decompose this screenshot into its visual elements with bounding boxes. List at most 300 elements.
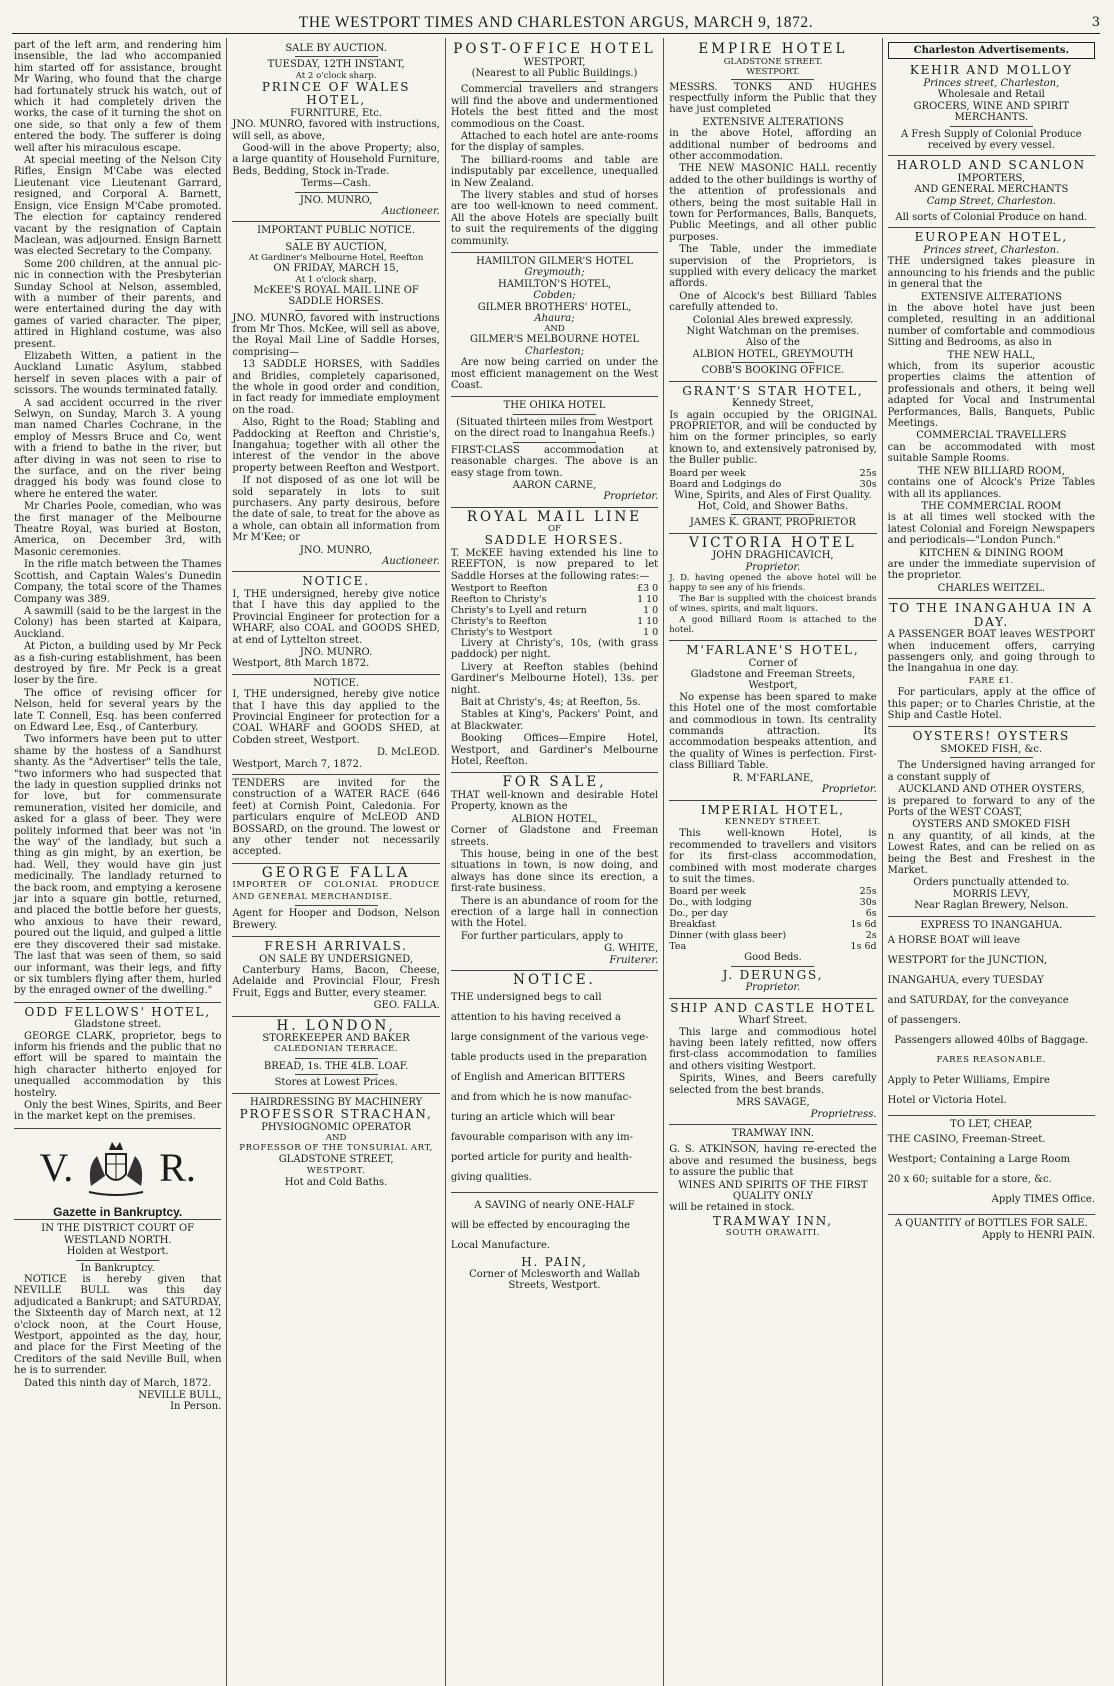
ad-body: A Fresh Supply of Colonial Produce received by every vessel.	[901, 128, 1082, 151]
ad-tramway-inn	[669, 1125, 876, 1244]
ad-oddfellows-hotel	[14, 1002, 221, 1129]
signature: GEO. FALLA.	[373, 1000, 440, 1012]
news-paragraph: part of the left arm, and rendering him insensible, the lad who accompanied him started off for assistance, brought Mr Waring, who found that the charge had fortunately struck his watch, out of which it had completely driven the works, the case of it turning the shot on one side, so that only a few of them entered the body. The sufferer is doing well after his miraculous escape.	[14, 40, 222, 154]
gazette-title: Gazette in Bankruptcy.	[53, 1204, 183, 1219]
ad-subtitle: SMOKED FISH, &c.	[940, 743, 1043, 755]
ad-tenders	[232, 775, 439, 864]
ad-body: Livery at Christy's, 10s, (with grass paddock) per night.	[450, 637, 659, 661]
ad-town: WESTPORT.	[306, 1165, 366, 1176]
sale-items: FURNITURE, Etc.	[290, 107, 383, 119]
ad-address: Corner of Mclesworth and Wallab	[469, 1269, 640, 1280]
column-1	[12, 38, 226, 1686]
ad-line: of English and American BITTERS	[450, 1071, 626, 1083]
crest-v: V.	[39, 1145, 74, 1191]
ad-subtitle: STOREKEEPER AND BAKER	[262, 1033, 410, 1045]
signature: CHARLES WEITZEL.	[937, 582, 1045, 594]
ad-body: Orders punctually attended to.	[913, 877, 1070, 889]
ad-line: THE CASINO, Freeman-Street.	[887, 1134, 1046, 1146]
ad-body: No expense has been spared to make this Hotel one of the most comfortable and commodious in town. Its centrality commands attraction. Its accommodation bespeaks attention, and the quality of Wines is perfection. First-class Billiard Table.	[669, 691, 877, 772]
ad-gilmer-hotels	[451, 253, 658, 397]
ad-line: Passengers allowed 40lbs of Baggage.	[894, 1035, 1089, 1046]
ad-sale-by-auction	[232, 40, 439, 222]
ad-body: Night Watchman on the premises.	[686, 326, 860, 338]
hotel-town: Greymouth;	[524, 267, 585, 279]
ad-line: attention to his having received a	[450, 1011, 621, 1023]
ad-empire-hotel	[669, 40, 876, 382]
ad-notice-wharf	[232, 572, 439, 674]
ad-title: EMPIRE HOTEL	[698, 41, 848, 57]
rate-row	[669, 941, 876, 952]
ad-address: Near Raglan Brewery, Nelson.	[914, 900, 1069, 912]
rate-route: Westport to Reefton	[450, 582, 548, 594]
ad-body: The Undersigned having arranged for a constant supply of	[887, 760, 1096, 783]
ad-title: EUROPEAN HOTEL,	[914, 230, 1069, 245]
column-4	[663, 38, 881, 1686]
ad-address: Gladstone and Freeman Streets,	[690, 669, 856, 681]
rate-row	[451, 583, 658, 594]
ad-address: Streets, Westport.	[508, 1280, 601, 1292]
ad-title: GRANT'S STAR HOTEL,	[682, 383, 864, 398]
ad-subtitle: IMPORTER OF COLONIAL PRODUCE AND GENERAL MERCHANDISE.	[232, 880, 440, 902]
sale-date: ON FRIDAY, MARCH 15,	[273, 263, 399, 275]
rate-row	[669, 886, 876, 897]
ad-title: NOTICE.	[302, 574, 370, 589]
rate-row	[669, 897, 876, 908]
ad-title: FOR SALE,	[502, 774, 607, 791]
ad-body: One of Alcock's best Billiard Tables carefully attended to.	[669, 290, 877, 314]
ad-body: Commercial travellers and strangers will find the above and undermentioned Hotels the best fitted and the most commodious on the Coast.	[450, 84, 659, 130]
ad-ship-and-castle-hotel	[669, 999, 876, 1125]
news-paragraph: In the rifle match between the Thames Scottish, and Captain Wales's Dunedin Company, the total score of the Thames Company was 389.	[14, 559, 222, 605]
ad-body: in the above hotel have just been completed, resulting in an additional number of comfortable and commodious Sitting and Bedrooms, as also in	[887, 303, 1096, 349]
ad-body: Wine, Spirits, and Ales of First Quality.	[674, 489, 872, 501]
ad-bitters-notice	[451, 971, 658, 1193]
ad-body: T. McKEE having extended his line to REEFTON, is now prepared to let Saddle Horses at the following rates:—	[450, 547, 659, 582]
sale-time: At 2 o'clock sharp.	[295, 70, 377, 81]
signature: G. WHITE,	[604, 943, 659, 955]
ad-body: THE undersigned takes pleasure in announcing to his friends and the public in general that the	[887, 256, 1096, 291]
ad-body: will be retained in stock.	[669, 1202, 795, 1214]
ad-line: THE undersigned begs to call	[450, 991, 602, 1003]
rate-price: 1 10	[637, 615, 659, 627]
ad-line: A SAVING of nearly ONE-HALF	[474, 1199, 635, 1211]
ad-ohika-hotel	[451, 397, 658, 507]
ad-subtitle: Wholesale and Retail	[937, 89, 1045, 101]
rate-item: Board per week	[669, 467, 746, 479]
ad-fare: FARE £1.	[968, 675, 1015, 686]
ad-title: IMPORTANT PUBLIC NOTICE.	[257, 225, 416, 237]
rate-row	[669, 930, 876, 941]
ad-title: NOTICE.	[313, 677, 359, 689]
hotel-name: GILMER'S MELBOURNE HOTEL	[469, 334, 640, 346]
rate-item: Board per week	[669, 886, 746, 898]
notice-body: NOTICE is hereby given that NEVILLE BULL was this day adjudicated a Bankrupt; and SATURDAY, the Sixteenth day of March next, at 12 o'clock noon, at the Court House, Westport, appointed as the day, hour, and place for the First Meeting of the Creditors of the said Neville Bull, when he is to surrender.	[14, 1273, 222, 1377]
signature: MRS SAVAGE,	[736, 1097, 810, 1109]
ad-address: CALEDONIAN TERRACE.	[274, 1044, 399, 1055]
ad-the-casino	[888, 1116, 1095, 1215]
ad-line: Apply to HENRI PAIN.	[982, 1229, 1096, 1241]
ad-offer: Stores at Lowest Prices.	[274, 1077, 398, 1089]
rates-table	[669, 468, 876, 490]
ad-body: in the above Hotel, affording an additional number of bedrooms and other accommodation.	[669, 128, 877, 162]
rate-row	[669, 468, 876, 479]
ad-body: MESSRS. TONKS AND HUGHES respectfully inform the Public that they have just completed	[669, 81, 877, 116]
signature: JAMES K. GRANT, PROPRIETOR	[689, 517, 856, 529]
page-number: 3	[1091, 15, 1100, 30]
ad-address: GLADSTONE STREET,	[278, 1154, 394, 1166]
ad-victoria-hotel	[669, 534, 876, 641]
hotel-name: HAMILTON GILMER'S HOTEL	[476, 256, 633, 267]
sale-location: At Gardiner's Melbourne Hotel, Reefton	[248, 253, 424, 264]
ad-body: which, from its superior acoustic properties claims the attention of professionals and others, it being well adapted for Vocal and Instrumental Performances, Balls, Banquets, Public Meetings.	[887, 361, 1096, 430]
ad-line: 20 x 60; suitable for a store, &c.	[887, 1174, 1052, 1186]
ad-subtitle: GROCERS, WINE AND SPIRIT MERCHANTS.	[913, 100, 1069, 124]
rate-price: 25s	[859, 886, 877, 898]
ad-title: M'FARLANE'S HOTEL,	[686, 643, 860, 658]
news-paragraph: Some 200 children, at the annual pic-nic in connection with the Presbyterian Sunday School at Nelson, assembled, with a number of their parents, and were entertained during the day with games of varied character. The piper, attired in Highland costume, was also present.	[14, 258, 222, 350]
ad-line: of passengers.	[887, 1015, 961, 1026]
rate-row	[451, 605, 658, 616]
ad-line: large consignment of the various vege-	[450, 1031, 649, 1043]
rate-item: Tea	[669, 941, 687, 953]
ad-kehir-and-molloy	[888, 61, 1095, 156]
ad-line: A HORSE BOAT will leave	[887, 935, 1021, 946]
rate-price: 25s	[859, 467, 877, 479]
ad-line: turing an article which will bear	[450, 1111, 615, 1123]
ad-body: For particulars, apply at the office of this paper; or to Charles Christie, at the Ship and Castle Hotel.	[887, 687, 1096, 721]
signature: R. M'FARLANE,	[732, 772, 814, 784]
signature: MORRIS LEVY,	[952, 888, 1030, 900]
ad-george-falla	[232, 864, 439, 937]
sale-terms: Terms—Cash.	[301, 178, 371, 190]
signature: JNO. MUNRO.	[299, 646, 373, 658]
columns	[12, 38, 1100, 1686]
rate-route: Christy's to Lyell and return	[450, 604, 587, 616]
ad-heading: WINES AND SPIRITS OF THE FIRST QUALITY ONLY	[678, 1179, 868, 1202]
rate-price: 1 0	[643, 604, 659, 616]
ad-body: JNO. MUNRO, favored with instructions, will sell, as above,	[232, 119, 440, 142]
signature-title: Fruiterer.	[609, 954, 659, 966]
ad-line: ported article for purity and health-	[450, 1151, 633, 1163]
ad-royal-mail-line	[451, 508, 658, 774]
ad-line: INANGAHUA, every TUESDAY	[887, 975, 1044, 986]
ad-express-to-inangahua	[888, 917, 1095, 1116]
ad-body: Good-will in the above Property; also, a large quantity of Household Furniture, Beds, Bedding, Stock in-Trade.	[232, 143, 440, 177]
ad-body: Is again occupied by the ORIGINAL PROPRIETOR, and will be conducted by him on the former principles, so early known to, and extensively patronised by, the Buller public.	[669, 409, 877, 467]
crest-r: R.	[159, 1145, 196, 1191]
rate-price: 1s 6d	[850, 919, 877, 931]
ad-line: Apply TIMES Office.	[991, 1194, 1096, 1206]
ad-heading: THE NEW BILLIARD ROOM,	[917, 465, 1065, 477]
rate-row	[451, 627, 658, 638]
ad-subtitle: IMPORTERS,	[957, 172, 1026, 184]
ad-body: 13 SADDLE HORSES, with Saddles and Bridles, completely caparisoned, the whole in good order and condition, in fact ready for immediate employment on the road.	[232, 359, 440, 416]
ad-body: This large and commodious hotel having been lately refitted, now offers first-class accommodation to families and others visiting Westport.	[669, 1026, 877, 1072]
ad-address: Princes street, Charleston,	[923, 77, 1060, 89]
ad-title: KEHIR AND MOLLOY	[909, 63, 1073, 78]
ad-title: PROFESSOR STRACHAN,	[239, 1107, 433, 1122]
ad-body: Are now being carried on under the most efficient management on the West Coast.	[450, 357, 659, 392]
ad-european-hotel	[888, 228, 1095, 599]
ad-body: For further particulars, apply to	[460, 930, 624, 942]
ad-line: Local Manufacture.	[450, 1239, 551, 1251]
ad-body: JNO. MUNRO, favored with instructions from Mr Thos. McKee, will sell as above, the Royal Mail Line of Saddle Horses, comprising—	[232, 312, 440, 358]
rate-route: Reefton to Christy's	[450, 593, 547, 605]
ad-body: is at all times well stocked with the latest Colonial and Foreign Newspapers and periodicals—"London Punch."	[887, 512, 1096, 547]
in-bankruptcy: In Bankruptcy.	[80, 1262, 155, 1274]
ad-subtitle: Gladstone street.	[74, 1019, 162, 1031]
ad-oysters	[888, 727, 1095, 916]
ad-bankruptcy-notice	[14, 1219, 221, 1417]
rate-item: Do., with lodging	[669, 897, 752, 909]
ad-body: G. S. ATKINSON, having re-erected the above and resumed the business, begs to assure the public that	[669, 1144, 877, 1179]
rate-item: Do., per day	[669, 908, 728, 920]
ad-body: n any quantity, of all kinds, at the Lowest Rates, and can be relied on as being the Best and Freshest in the Market.	[887, 830, 1096, 876]
column-2	[226, 38, 444, 1686]
ad-heading: THE COMMERCIAL ROOM	[921, 500, 1062, 512]
ad-body: Attached to each hotel are ante-rooms for the display of samples.	[450, 130, 659, 154]
rate-item: Dinner (with glass beer)	[669, 930, 787, 942]
rate-row	[669, 479, 876, 490]
ad-title: HAROLD AND SCANLON	[896, 158, 1086, 173]
ad-heading: EXTENSIVE ALTERATIONS	[920, 291, 1062, 303]
ad-joiner: AND	[544, 324, 565, 335]
ad-title: H. LONDON,	[276, 1017, 396, 1034]
news-paragraph: A sad accident occurred in the river Selwyn, on Sunday, March 3. A young man named Charles Cochrane, in the employ of Messrs Bruce and Co, went with a friend to bathe in the river, but after diving in was not seen to rise to the surface, and on the river being dragged his body was found close to where he entered the water.	[14, 397, 222, 500]
ad-title: TO LET, CHEAP,	[950, 1119, 1033, 1130]
ad-heading: AUCKLAND AND OTHER OYSTERS,	[898, 784, 1085, 796]
ad-address: Corner of	[748, 657, 798, 669]
signature-title: Proprietress.	[810, 1108, 877, 1120]
ad-heading: COMMERCIAL TRAVELLERS	[916, 430, 1067, 442]
signature-title: Auctioneer.	[382, 556, 440, 568]
ad-offer: Hot and Cold Baths.	[284, 1177, 388, 1189]
ad-body: GEORGE CLARK, proprietor, begs to inform his friends and the public that no effort will be spared to maintain the high character hitherto enjoyed for unequalled accommodation by this hostelry.	[14, 1030, 222, 1099]
ad-line: WESTPORT for the JUNCTION,	[887, 955, 1048, 966]
ad-title: FRESH ARRIVALS.	[264, 939, 408, 953]
notice-date: Dated this ninth day of March, 1872.	[24, 1377, 212, 1389]
ad-line: Hotel or Victoria Hotel.	[887, 1095, 1007, 1106]
rate-row	[669, 919, 876, 930]
ad-post-office-hotel	[451, 40, 658, 253]
ad-subtitle: PHYSIOGNOMIC OPERATOR	[261, 1121, 412, 1133]
ad-line: table products used in the preparation	[450, 1051, 647, 1063]
royal-crest	[14, 1131, 221, 1205]
ad-offer: BREAD, 1s. THE 4LB. LOAF.	[263, 1060, 409, 1072]
signature: J. DERUNGS,	[722, 967, 824, 982]
ad-line: will be effected by encouraging the	[450, 1219, 631, 1231]
ad-body: Agent for Hooper and Dodson, Nelson Brewery.	[232, 908, 440, 931]
ad-title: NOTICE.	[513, 972, 596, 988]
ad-title: TRAMWAY INN.	[731, 1127, 814, 1139]
ad-line: Apply to Peter Williams, Empire	[887, 1075, 1050, 1086]
ad-body: TENDERS are invited for the construction of a WATER RACE (646 feet) at Cornish Point, Caledonia. For particulars enquire of McLEOD AND BOSSARD, on the ground. The lowest or any other tender not necessarily accepted.	[232, 778, 440, 858]
ad-subtitle: AND GENERAL MERCHANTS	[914, 184, 1069, 196]
ad-title: TO THE INANGAHUA IN A DAY.	[889, 601, 1094, 629]
ad-body: Booking Offices—Empire Hotel, Westport, and Gardiner's Melbourne Hotel, Reefton.	[450, 733, 659, 767]
ad-for-sale-albion	[451, 773, 658, 971]
ad-grants-star-hotel	[669, 382, 876, 534]
rate-price: 30s	[859, 478, 877, 490]
rate-price: 1 0	[643, 626, 659, 638]
ad-title: POST-OFFICE HOTEL	[453, 41, 656, 57]
court-location: Holden at Westport.	[66, 1246, 169, 1258]
hotel-town: Ahaura;	[534, 313, 575, 325]
masthead	[12, 12, 1100, 34]
ad-body: Livery at Reefton stables (behind Gardiner's Melbourne Hotel), 13s. per night.	[450, 661, 659, 696]
ad-line: and from which he is now manufac-	[450, 1091, 632, 1103]
masthead-title: THE WESTPORT TIMES AND CHARLESTON ARGUS, MARCH 9, 1872.	[298, 13, 814, 31]
signature: D. McLEOD.	[376, 747, 440, 759]
signature-title: Auctioneer.	[382, 206, 440, 218]
news-paragraph: Mr Charles Poole, comedian, who was the first manager of the Melbourne Theatre Royal, was buried at Boston, America, on December 3rd, with Masonic ceremonies.	[14, 501, 222, 558]
ad-body: If not disposed of as one lot will be sold separately in lots to suit purchasers. Any party desirous, before the date of sale, to treat for the above as a whole, can obtain all information from Mr M'Kee; or	[232, 475, 440, 544]
ad-heading: EXTENSIVE ALTERATIONS	[702, 116, 844, 128]
ad-body: There is an abundance of room for the erection of a large hall in connection with the Hotel.	[450, 895, 659, 930]
rates-table	[451, 583, 658, 638]
ad-body: The Bar is supplied with the choicest brands of wines, spirits, and malt liquors.	[669, 594, 877, 615]
ad-body: Corner of Gladstone and Freeman streets.	[450, 825, 659, 848]
proprietor-name: JOHN DRAGHICAVICH,	[712, 550, 834, 562]
hotel-town: Cobden;	[533, 290, 576, 302]
news-paragraph: Two informers have been put to utter shame by the hostess of a Sandhurst shanty. As the "Advertiser" tells the tale, "two informers who had suspected that the lady in question supplied drinks not for love, but for commensurate remuneration, visited her domicile, and asked for a glass of beer. They were politely informed that beer was not 'in the way' of the landlady, but such a thing as gin might, by an exertion, be had. Well, they would have gin just medicinally. The landlady returned to the back room, and emptying a kerosene jar into a square gin bottle, returned, and placed the bottle before her guests, who anxious to have their reward, poured out the liquid, and gulped a little ere they discovered their sad mistake. The last that was seen of them, so said our informant, was their legs, and fifty or six tumblers flying after them, hurled by the enraged owner of the dwelling."	[14, 734, 222, 997]
signature: AARON CARNE,	[512, 479, 597, 491]
news-paragraph: Elizabeth Witten, a patient in the Auckland Lunatic Asylum, stabbed herself in seven places with a pair of scissors. The wounds terminated fatally.	[14, 350, 222, 397]
news-paragraph: At Picton, a building used by Mr Peck as a fish-curing establishment, has been destroyed by fire. Mr Peck is a great loser by the fire.	[14, 641, 222, 687]
ad-body: Only the best Wines, Spirits, and Beer in the market kept on the premises.	[14, 1100, 222, 1123]
notice-date: Westport, 8th March 1872.	[232, 658, 370, 670]
rate-item: Board and Lodgings do	[669, 478, 782, 490]
ad-body: All sorts of Colonial Produce on hand.	[895, 212, 1088, 224]
rate-price: 2s	[865, 930, 877, 942]
rate-price: £3 0	[637, 582, 659, 594]
ad-title: OYSTERS! OYSTERS	[912, 729, 1071, 744]
notice-date: Westport, March 7, 1872.	[232, 758, 363, 770]
ad-subtitle: (Situated thirteen miles from Westport on the direct road to Inangahua Reefs.)	[454, 416, 655, 440]
signature-title: Proprietor.	[821, 784, 877, 796]
ad-title: THE OHIKA HOTEL	[503, 400, 606, 412]
hotel-name: ALBION HOTEL, GREYMOUTH	[692, 348, 854, 360]
ad-address: Princes street, Charleston.	[923, 244, 1060, 256]
ad-subtitle: SADDLE HORSES.	[484, 533, 625, 548]
rate-row	[669, 908, 876, 919]
hotel-name: GILMER BROTHERS' HOTEL,	[477, 301, 632, 313]
sale-date: TUESDAY, 12TH INSTANT,	[267, 59, 405, 71]
rate-row	[451, 616, 658, 627]
ad-important-public-notice	[232, 222, 439, 572]
ad-body: The Table, under the immediate supervision of the Proprietors, is supplied with every delicacy the market affords.	[669, 244, 877, 290]
court-name: IN THE DISTRICT COURT OF WESTLAND NORTH.	[41, 1223, 195, 1246]
ad-title: A QUANTITY of BOTTLES FOR SALE.	[894, 1218, 1088, 1230]
signature: TRAMWAY INN,	[712, 1213, 833, 1228]
ad-title: ROYAL MAIL LINE	[466, 508, 643, 525]
ad-heading: OYSTERS AND SMOKED FISH	[912, 819, 1071, 831]
ad-harold-and-scanlon	[888, 156, 1095, 228]
ad-body: Spirits, Wines, and Beers carefully selected from the best brands.	[669, 1073, 877, 1096]
ad-line: FARES REASONABLE.	[936, 1055, 1047, 1065]
ad-line: giving qualities.	[450, 1171, 532, 1183]
ad-body: Also, Right to the Road; Stabling and Paddocking at Reefton and Christie's, Inangahua; together with all other the interest of the vendor in the above property between Reefton and Westport.	[232, 417, 440, 474]
ad-body: Hot, Cold, and Shower Baths.	[697, 501, 849, 512]
signature-note: In Person.	[170, 1401, 222, 1413]
property-name: ALBION HOTEL,	[511, 813, 598, 825]
ad-subtitle: PROFESSOR OF THE TONSURIAL ART,	[239, 1142, 433, 1153]
ad-title: VICTORIA HOTEL	[689, 534, 857, 551]
ad-address: Camp Street, Charleston.	[926, 195, 1056, 207]
sale-place: PRINCE OF WALES HOTEL,	[261, 79, 411, 108]
signature: JNO. MUNRO,	[299, 194, 373, 206]
ad-body: Stables at King's, Packers' Point, and at Blackwater.	[450, 709, 659, 732]
ad-notice-coal-wharf	[232, 675, 439, 775]
ad-body: contains one of Alcock's Prize Tables with all its appliances.	[887, 477, 1096, 500]
ad-joiner: OF	[548, 524, 562, 535]
ad-joiner: Also of the	[745, 337, 800, 349]
ad-body: The livery stables and stud of horses are too well-known to need comment. All the above Hotels are specially built to suit the requirements of the digging community.	[450, 189, 659, 247]
ad-mcfarlanes-hotel	[669, 641, 876, 800]
coat-of-arms-icon	[81, 1136, 151, 1200]
signature-title: Proprietor.	[745, 982, 801, 994]
ad-line: and SATURDAY, for the conveyance	[887, 995, 1069, 1006]
news-paragraph: A sawmill (said to be the largest in the Colony) has been started at Kaipara, Auckland.	[14, 605, 222, 640]
ad-imperial-hotel	[669, 801, 876, 999]
ad-line: favourable comparison with any im-	[450, 1131, 633, 1143]
section-header: Charleston Advertisements.	[888, 42, 1095, 59]
ad-body: A good Billiard Room is attached to the hotel.	[669, 615, 877, 636]
ad-offer: Good Beds.	[744, 952, 802, 964]
rate-route: Christy's to Westport	[450, 626, 553, 638]
ad-address: KENNEDY STREET.	[724, 817, 821, 827]
rate-price: 30s	[859, 897, 877, 909]
news-paragraph: At special meeting of the Nelson City Rifles, Ensign M'Cabe was elected Lieutenant vice Lieutenant Garrard, resigned, and Corporal A. Barnett, Ensign, vice Ensign M'Cabe promoted. The election for captaincy rendered vacant by the resignation of Captain Maclean, was adjourned. Ensign Barnett was elected Secretary to the Company.	[14, 155, 222, 258]
ad-body: Bait at Christy's, 4s; at Reefton, 5s.	[460, 696, 641, 708]
ad-banner: HAIRDRESSING BY MACHINERY	[249, 1096, 423, 1108]
ad-saving-local-manufacture	[451, 1193, 658, 1296]
ad-heading: THE NEW HALL,	[947, 349, 1036, 361]
ad-town: WESTPORT.	[746, 66, 800, 77]
column-5	[882, 38, 1100, 1686]
rate-item: Breakfast	[669, 919, 716, 931]
ad-bottles-for-sale	[888, 1215, 1095, 1245]
ad-town: WESTPORT,	[523, 56, 586, 68]
ad-heading: KITCHEN & DINING ROOM	[919, 547, 1064, 559]
ad-title: IMPERIAL HOTEL,	[700, 802, 845, 817]
ad-body: I, THE undersigned, hereby give notice that I have this day applied to the Provincial Engineer for protection for a WHARF, also COAL and GOODS SHED, at end of Lyttelton street.	[232, 588, 440, 646]
ad-title: GEORGE FALLA	[261, 864, 411, 881]
ad-body: This well-known Hotel, is recommended to travellers and visitors for its first-class accommodation, combined with most moderate charges to suit the times.	[669, 828, 877, 886]
ad-passenger-boat	[888, 599, 1095, 727]
rate-row	[451, 594, 658, 605]
rate-price: 1 10	[637, 593, 659, 605]
ad-body: is prepared to forward to any of the Ports of the WEST COAST,	[887, 795, 1096, 818]
sale-time: At 1 o'clock sharp,	[295, 274, 377, 285]
hotel-town: Charleston;	[525, 345, 584, 357]
rate-price: 1s 6d	[850, 941, 877, 953]
ad-address: Wharf Street.	[738, 1015, 808, 1027]
ad-body: THAT well-known and desirable Hotel Property, known as the	[450, 789, 659, 813]
ad-h-london	[232, 1017, 439, 1094]
ad-fresh-arrivals	[232, 937, 439, 1017]
ad-title: SHIP AND CASTLE HOTEL	[670, 1000, 876, 1015]
news-paragraph: The office of revising officer for Nelson, held for several years by the late T. Connell, Esq. has been conferred on Edward Lee, Esq., of Canterbury.	[14, 687, 222, 733]
signature: NEVILLE BULL,	[138, 1389, 222, 1401]
ad-body: J. D. having opened the above hotel will be happy to see any of his friends.	[669, 573, 877, 594]
hotel-name: COBB'S BOOKING OFFICE.	[701, 365, 845, 377]
ad-town: Westport,	[748, 680, 798, 692]
ad-title: EXPRESS TO INANGAHUA.	[920, 919, 1063, 931]
ad-address: Kennedy Street,	[732, 398, 814, 410]
column-3	[445, 38, 663, 1686]
ad-body: THE NEW MASONIC HALL recently added to the other buildings is worthy of the attention of professionals and others, being the most suitable Hall in town for Performances, Balls, Banquets, Public Meetings, and all other public purposes.	[669, 163, 877, 243]
